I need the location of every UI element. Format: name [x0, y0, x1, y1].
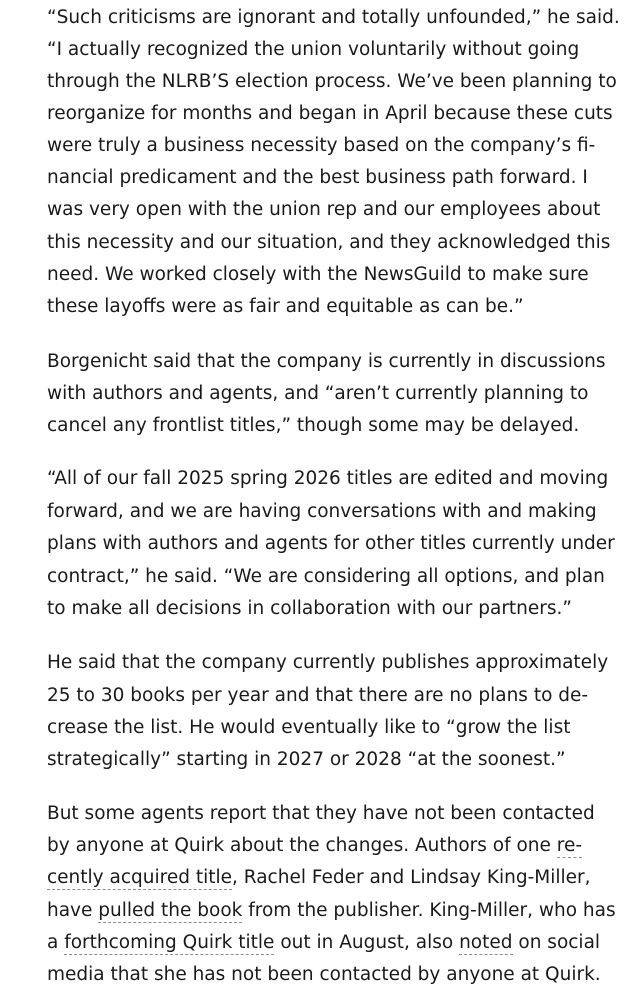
- text-line: [47, 647, 608, 679]
- text-line: [47, 346, 606, 378]
- inline-link[interactable]: pulled the book: [98, 900, 243, 921]
- text-line: [47, 862, 591, 894]
- text-line: [47, 378, 589, 410]
- text-line: [47, 410, 579, 442]
- text-line: [47, 162, 588, 194]
- text-run: strategically” starting in 2027 or 2028 “at the soonest.”: [47, 749, 566, 770]
- text-run: this necessity and our situation, and they acknowledged this: [47, 232, 611, 253]
- text-run: have: [47, 900, 99, 921]
- text-run: But some agents report that they have not been contacted: [47, 803, 595, 824]
- text-run: a: [47, 932, 65, 953]
- text-run: was very open with the union rep and our employees about: [47, 199, 601, 220]
- text-run: “I actually recognized the union voluntarily without going: [47, 39, 580, 60]
- text-run: cancel any frontlist titles,” though some may be delayed.: [47, 415, 580, 436]
- inline-link[interactable]: forthcoming Quirk title: [64, 932, 275, 953]
- text-run: by anyone at Quirk about the changes. Authors of one: [47, 835, 557, 856]
- text-line: [47, 34, 579, 66]
- text-run: forward, and we are having conversations with and making: [47, 501, 597, 522]
- text-run: plans with authors and agents for other titles currently under: [47, 533, 615, 554]
- text-run: out in August, also: [274, 932, 460, 953]
- text-run: “Such criticisms are ignorant and totally unfounded,” he said.: [47, 7, 620, 28]
- inline-link[interactable]: re-: [556, 835, 583, 856]
- inline-link[interactable]: noted: [459, 932, 513, 953]
- text-run: Borgenicht said that the company is currently in discussions: [47, 351, 606, 372]
- text-line: [47, 712, 570, 744]
- text-run: reorganize for months and began in April because these cuts: [47, 103, 613, 124]
- text-run: to make all decisions in collaboration with our partners.”: [47, 598, 572, 619]
- text-line: [47, 593, 572, 625]
- text-line: [47, 496, 597, 528]
- text-run: need. We worked closely with the NewsGuild to make sure: [47, 264, 589, 285]
- text-run: were truly a business necessity based on the company’s fi-: [47, 135, 596, 156]
- text-run: He said that the company currently publishes approximately: [47, 652, 609, 673]
- text-line: [47, 680, 588, 712]
- text-line: [47, 528, 615, 560]
- text-run: crease the list. He would eventually like to “grow the list: [47, 717, 571, 738]
- text-line: [47, 259, 589, 291]
- text-line: [47, 895, 616, 927]
- text-run: media that she has not been contacted by anyone at Quirk.: [47, 964, 601, 985]
- text-run: through the NLRB’S election process. We’ve been planning to: [47, 71, 617, 92]
- text-line: [47, 194, 600, 226]
- text-run: 25 to 30 books per year and that there are no plans to de-: [47, 685, 589, 706]
- text-line: [47, 66, 617, 98]
- text-line: [47, 561, 605, 593]
- text-line: [47, 798, 595, 830]
- text-run: these layoffs were as fair and equitable as can be.”: [47, 296, 524, 317]
- text-line: [47, 291, 524, 323]
- text-run: , Rachel Feder and Lindsay King-Miller,: [232, 867, 591, 888]
- text-run: on social: [512, 932, 601, 953]
- text-line: [47, 98, 613, 130]
- text-line: [47, 959, 601, 991]
- text-line: [47, 130, 595, 162]
- inline-link[interactable]: cently acquired title: [47, 867, 232, 888]
- text-run: contract,” he said. “We are considering all options, and plan: [47, 566, 605, 587]
- text-line: [47, 2, 620, 34]
- text-line: [47, 830, 582, 862]
- text-line: [47, 463, 608, 495]
- text-run: with authors and agents, and “aren’t currently planning to: [47, 383, 589, 404]
- text-line: [47, 927, 600, 959]
- text-line: [47, 744, 566, 776]
- text-run: from the publisher. King-Miller, who has: [242, 900, 616, 921]
- text-run: nancial predicament and the best business path forward. I: [47, 167, 588, 188]
- text-line: [47, 227, 610, 259]
- text-run: “All of our fall 2025 spring 2026 titles are edited and moving: [47, 468, 609, 489]
